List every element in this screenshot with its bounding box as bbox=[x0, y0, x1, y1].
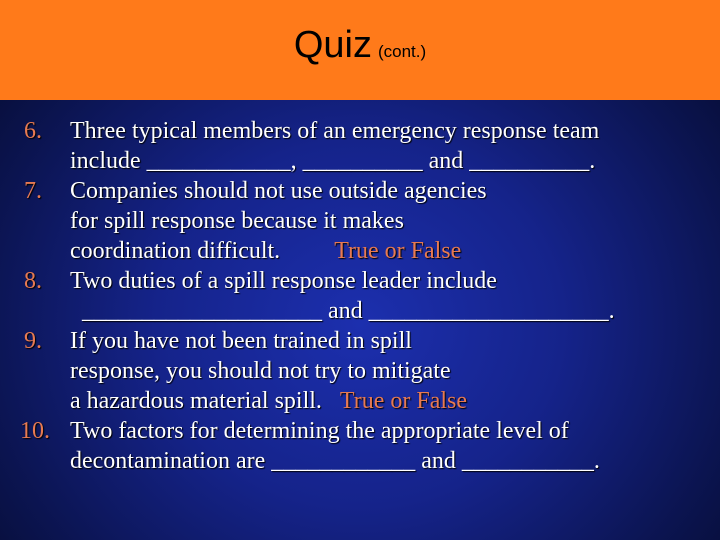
question-line: Three typical members of an emergency response team bbox=[70, 118, 600, 144]
title-suffix: (cont.) bbox=[377, 42, 427, 61]
question-line: ____________________ and ____________________. bbox=[82, 298, 615, 324]
question-line: If you have not been trained in spill bbox=[70, 328, 412, 354]
question-line-with-answer bbox=[70, 386, 720, 416]
title-text: Quiz bbox=[293, 24, 372, 66]
question-line: include ____________, __________ and __________. bbox=[70, 148, 596, 174]
question-10 bbox=[0, 416, 720, 476]
question-7 bbox=[0, 176, 720, 266]
slide-title bbox=[0, 24, 720, 67]
true-false-answer: True or False bbox=[334, 238, 462, 264]
question-9 bbox=[0, 326, 720, 416]
question-number: 8. bbox=[24, 268, 42, 294]
question-list bbox=[0, 116, 720, 476]
question-line: Two duties of a spill response leader include bbox=[70, 268, 497, 294]
question-line: response, you should not try to mitigate bbox=[70, 358, 451, 384]
question-6 bbox=[0, 116, 720, 176]
question-number: 10. bbox=[20, 418, 50, 444]
question-number: 7. bbox=[24, 178, 42, 204]
question-line: decontamination are ____________ and ___________. bbox=[70, 448, 600, 474]
question-line-with-answer bbox=[70, 236, 720, 266]
question-line: coordination difficult. bbox=[70, 238, 281, 264]
question-line: a hazardous material spill. bbox=[70, 388, 322, 414]
question-8 bbox=[0, 266, 720, 326]
question-number: 9. bbox=[24, 328, 42, 354]
question-line: Two factors for determining the appropriate level of bbox=[70, 418, 569, 444]
true-false-answer: True or False bbox=[339, 388, 468, 414]
question-line: for spill response because it makes bbox=[70, 208, 404, 234]
question-number: 6. bbox=[24, 118, 42, 144]
question-line: Companies should not use outside agencies bbox=[70, 178, 487, 204]
